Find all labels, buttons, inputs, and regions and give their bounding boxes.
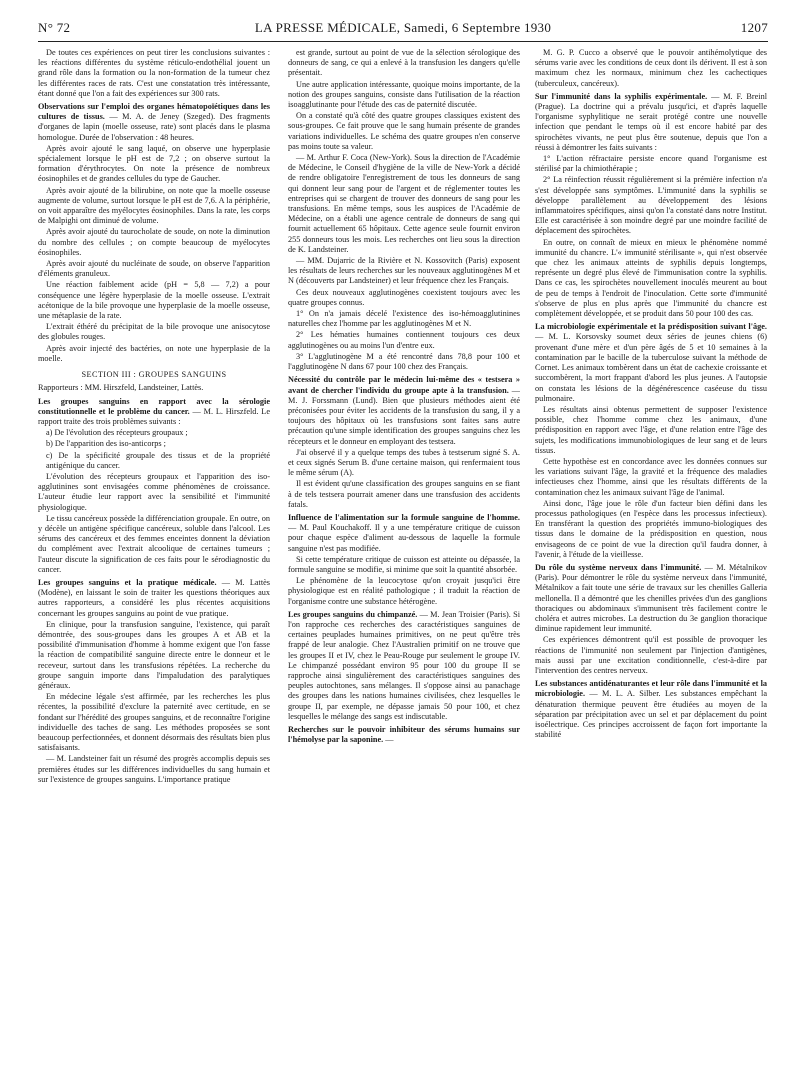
journal-title: LA PRESSE MÉDICALE, Samedi, 6 Septembre 1930 (254, 20, 552, 35)
body-paragraph: Après avoir ajouté du taurocholate de soude, on note la diminution du nombre des cellules ; on compte beaucoup de myélocytes éosinophiles. (38, 227, 270, 257)
article-lead: — (383, 735, 394, 745)
issue-number: N° 72 (38, 20, 71, 35)
body-paragraph: Le phénomène de la leucocytose qu'on croyait jusqu'ici être physiologique est en réalité pathologique ; il traduit la réaction de l'organisme contre une substance hétérogène. (288, 576, 520, 606)
body-paragraph: Cette hypothèse est en concordance avec les données connues sur les variations suivant l'âge, la gravité et la fréquence des maladies infectieuses chez l'homme, ainsi que les résultats différents de la contamination chez les animaux suivant l'âge de l'animal. (535, 456, 767, 497)
body-paragraph: Après avoir injecté des bactéries, on note une hyperplasie de la moelle. (38, 343, 270, 363)
article-title: Les groupes sanguins en rapport avec la sérologie constitutionnelle et le problème du cancer. (38, 396, 270, 416)
list-item: a) De l'évolution des récepteurs groupaux ; (46, 428, 188, 438)
article-lead: — M. L. A. Silber. Les substances empêchant la dénaturation thermique peuvent être étudiées au moyen de la séparation par précipitation avec un sel et par déplacement du point isoélectrique. Ces principes accroissent de façon fort importante la stabilité (535, 689, 767, 740)
body-paragraph: On a constaté qu'à côté des quatre groupes classiques existent des sous-groupes. Ce fait prouve que le sang humain présente de grandes variations individuelles. Le schéma des quatre groupes n'en conserve pas moins toute sa valeur. (288, 111, 520, 151)
page-number: 1207 (740, 20, 768, 35)
body-paragraph: 2° Les hématies humaines contiennent toujours ces deux agglutinogènes ou au moins l'un d'entre eux. (288, 330, 520, 350)
body-paragraph: 3° L'agglutinogène M a été rencontré dans 78,8 pour 100 et l'agglutinogène N dans 67 pour 100 chez des Français. (288, 351, 520, 372)
section-heading: SECTION III : GROUPES SANGUINS (81, 370, 227, 380)
page-header (38, 20, 768, 40)
text-column-3 (535, 48, 767, 1072)
body-paragraph: En clinique, pour la transfusion sanguine, l'existence, qui paraît démontrée, des sous-groupes dans les groupes A et AB et la possibilité d'immunisation d'homme à homme exigent que l'on fasse la réaction de compatibilité sanguine directe entre le donneur et le receveur, surtout dans les transfusions répétées. La recherche du groupe sanguin importe dans l'impaludation des paralytiques généraux. (38, 619, 270, 690)
body-paragraph: — M. Arthur F. Coca (New-York). Sous la direction de l'Académie de Médecine, le Conseil d'hygiène de la ville de New-York a décidé de rendre obligatoire l'enregistrement de tous les donneurs de sang qui donnent leur sang pour de l'argent et de réglementer toutes les entreprises qui se chargent de trouver des donneurs de sang pour les transfusions. En même temps, sous les auspices de l'Académie de Médecine, on a établi une agence centrale de donneurs de sang qui fournit actuellement 65 hôpitaux. Cette agence seule fournit environ 255 donneurs tous les mois. Les recherches ont lieu sous la direction de K. Landsteiner. (288, 153, 520, 254)
body-paragraph: En outre, on connaît de mieux en mieux le phénomène nommé immunité du chancre. L'« immunité stérilisante », qui n'est observée que chez les animaux atteints de syphilis depuis longtemps, représente un degré plus élevé de l'immunisation contre la syphilis. Dans ce cas, les spirochètes nouvellement inoculés meurent au bout de peu de temps à l'endroit de l'inoculation. Cette sorte d'immunité s'observe de plus en plus après que l'immunité du chancre est complètement développée, et se produit dans 50 pour 100 des cas. (535, 237, 767, 319)
header-rule (38, 41, 768, 42)
article-title: Recherches sur le pouvoir inhibiteur des sérums humains sur l'hémolyse par la saponine. (288, 725, 520, 745)
body-paragraph: Une autre application intéressante, quoique moins importante, de la notion des groupes sanguins, consiste dans l'utilisation de la réaction isoagglutinante pour l'étude des cas de paternité discutée. (288, 79, 520, 110)
article-heading-paragraph (288, 725, 520, 745)
body-paragraph: Ces deux nouveaux agglutinogènes coexistent toujours avec les quatre groupes connus. (288, 287, 520, 307)
body-paragraph: Le tissu cancéreux possède la différenciation groupale. En outre, on y décèle un antigène spécifique cancéreux, soluble dans l'alcool. Les sérums des cancéreux et des femmes enceintes donnent la déviation du complément avec l'extrait alcoolique de certaines tumeurs ; l'auteur discute la signification de ces faits pour le sérodiagnostic du cancer. (38, 513, 270, 574)
article-title: Observations sur l'emploi des organes hématopoïétiques dans les cultures de tissus. (38, 102, 270, 122)
article-lead: — M. Lattès (Modène), en laissant le soin de traiter les questions théoriques aux autres rapporteurs, a considéré les plus récentes acquisitions concernant les groupes sanguins au point de vue pratique. (38, 577, 270, 618)
article-lead: — M. A. de Jeney (Szeged). Des fragments d'organes de lapin (moelle osseuse, rate) sont placés dans le plasma homologue. Durée de l'observation : 48 heures. (38, 112, 270, 142)
body-paragraph: Les résultats ainsi obtenus permettent de supposer l'existence possible, chez l'homme comme chez les animaux, d'une prédisposition en rapport avec l'âge, et d'une relation entre l'âge des sujets, les modifications immunobiologiques de leur sang et de leurs tissus. (535, 404, 767, 455)
article-lead: — M. J. Forssmann (Lund). Bien que plusieurs méthodes aient été préconisées pour éviter les accidents de la transfusion du sang, il y a toujours des hôpitaux où les transfusions sont faites sans autre précaution qu'une simple identification des groupes sanguins chez les récepteurs et le donneur en employant des testsera. (288, 385, 520, 446)
body-paragraph: — MM. Dujarric de la Rivière et N. Kossovitch (Paris) exposent les résultats de leurs recherches sur les nouveaux agglutinogènes M et N (découverts par Landsteiner) et leur fréquence chez les Français. (288, 256, 520, 286)
article-lead: — M. Paul Kouchakoff. Il y a une température critique de cuisson pour chaque espèce d'aliment au-dessous de laquelle la formule sanguine n'est pas modifiée. (288, 523, 520, 553)
body-paragraph: Après avoir ajouté le sang laqué, on observe une hyperplasie spécialement lorsque le pH est de 7,2 ; on observe surtout la formation d'érythrocytes. On note la présence de nombreux éosinophiles et de grandes cellules du type de Gaucher. (38, 143, 270, 184)
article-heading-paragraph (38, 397, 270, 428)
body-paragraph: J'ai observé il y a quelque temps des tubes à testserum signé S. A. et ceux signés Serum B. d'une certaine maison, qui renfermaient tous le même sérum (A). (288, 447, 520, 478)
body-paragraph: En médecine légale s'est affirmée, par les recherches les plus récentes, la possibilité d'exclure la paternité avec certitude, en se fondant sur l'hérédité des groupes sanguins, et de reconnaître l'origine individuelle des taches de sang. Les méthodes proposées se sont beaucoup perfectionnées, et donnent désormais des résultats bien plus satisfaisants. (38, 692, 270, 753)
article-heading-paragraph (535, 92, 767, 153)
article-heading-paragraph (288, 513, 520, 554)
body-paragraph: — M. Landsteiner fait un résumé des progrès accomplis depuis ses premières études sur les différences individuelles du sang humain et sur l'existence de groupes sanguins. L'importance pratique (38, 754, 270, 784)
body-paragraph: Une réaction faiblement acide (pH = 5,8 — 7,2) a pour conséquence une légère hyperplasie de la moelle osseuse. L'extrait acétonique de la bile provoque une hyperplasie de la moelle osseuse, une métaplasie de la rate. (38, 280, 270, 321)
body-paragraph: Après avoir ajouté de la bilirubine, on note que la moelle osseuse augmente de volume, surtout lorsque le pH est de 7,6. A la périphérie, on voit apparaître des myélocytes éosinophiles. Dans la rate, les corps de Malpighi ont diminué de volume. (38, 185, 270, 226)
body-paragraph: Ces expériences démontrent qu'il est possible de provoquer les réactions de l'immunité non seulement par l'injection d'antigènes, mais aussi par une excitation conditionnelle, c'est-à-dire par l'intervention des centres nerveux. (535, 635, 767, 675)
article-lead: — M. L. Hirszfeld. Le rapport traite des trois problèmes suivants : (38, 406, 270, 426)
article-title: Sur l'immunité dans la syphilis expérimentale. (535, 91, 708, 101)
article-heading-paragraph (535, 563, 767, 634)
article-title: Les substances antidénaturantes et leur rôle dans l'immunité et la microbiologie. (535, 679, 767, 699)
body-paragraph: est grande, surtout au point de vue de la sélection sérologique des donneurs de sang, ce qui a enlevé à la transfusion les dangers qu'elle présentait. (288, 48, 520, 78)
article-title: Influence de l'alimentation sur la formule sanguine de l'homme. (288, 512, 520, 522)
body-paragraph: 1° L'action réfractaire persiste encore quand l'organisme est stérilisé par la chimiothérapie ; (535, 154, 767, 174)
body-paragraph: Si cette température critique de cuisson est atteinte ou dépassée, la formule sanguine se modifie, si minime que soit la quantité absorbée. (288, 554, 520, 574)
article-heading-paragraph (288, 375, 520, 446)
body-paragraph: Ainsi donc, l'âge joue le rôle d'un facteur bien défini dans les processus pathologiques (en l'espèce dans les processus infectieux). En transférant la question des propriétés immuno-biologiques des tissus dans le domaine de la prédisposition en question, nous envisageons de ce point de vue la direction qu'il faudra donner, à l'avenir, à l'étude de la vieillesse. (535, 498, 767, 559)
body-paragraph: M. G. P. Cucco a observé que le pouvoir antihémolytique des sérums varie avec les conditions de ceux dont ils dérivent. Il est à son maximum chez les normaux, minimum chez les cachectiques (tuberculeux, cancéreux). (535, 48, 767, 88)
article-title: La microbiologie expérimentale et la prédisposition suivant l'âge. (535, 322, 767, 332)
body-paragraph: L'extrait éthéré du précipitat de la bile provoque une anisocytose des globules rouges. (38, 322, 270, 342)
article-heading-paragraph (535, 679, 767, 740)
body-paragraph: Il est évident qu'une classification des groupes sanguins en se fiant à de tels testsera pourrait amener dans une transfusion des accidents fatals. (288, 479, 520, 509)
article-heading-paragraph (38, 102, 270, 143)
body-paragraph: 2° La réinfection réussit régulièrement si la prémière infection n'a s'est développée sans symptômes. L'immunité dans la syphilis se développe parallèlement au développement des lésions inflammatoires spécifiques, ainsi qu'on l'a constaté dans notre Institut. Elle est caractérisée à son moindre degré par une moindre facilité de déplacement des spirochètes. (535, 175, 767, 236)
article-title: Les groupes sanguins du chimpanzé. (288, 609, 418, 619)
article-title: Du rôle du système nerveux dans l'immunité. (535, 562, 702, 572)
article-title: Nécessité du contrôle par le médecin lui-même des « testsera » avant de chercher l'individu du groupe apte à la transfusion. (288, 375, 520, 395)
body-paragraph: L'évolution des récepteurs groupaux et l'apparition des iso-agglutinines sont envisagées comme phénomènes de croissance. L'auteur étudie leur rapport avec la sensibilité et l'immunité physiologique. (38, 471, 270, 512)
article-heading-paragraph (288, 610, 520, 722)
list-item: b) De l'apparition des iso-anticorps ; (46, 439, 166, 449)
article-lead: — M. Jean Troisier (Paris). Si l'on rapproche ces recherches des caractéristiques sanguines de certaines peuplades humaines primitives, on ne peut qu'être très frappé de leur analogie. Chez l'Australien primitif on ne trouve que les groupes II et IV, chez le Peau-Rouge pur seulement le groupe IV. Le chimpanzé possédant environ 95 pour 100 du groupe II se rapproche ainsi singulièrement des caractéristiques sanguines des peuples autochtones, sans mélanges. Il s'oppose ainsi au panachage des groupes dans les nations humaines civilisées, chez lesquelles le groupe II, par exemple, ne dépasse jamais 50 pour 100, et chez lesquelles le mélange des sangs est indiscutable. (288, 609, 520, 721)
article-lead: — M. Métalnikov (Paris). Pour démontrer le rôle du système nerveux dans l'immunité, Métalnikov a fait toute une série de travaux sur les chenilles Galleria mellonella. Il a démontré que les chenilles privées d'un des ganglions thoraciques ou abdominaux s'immunisent très facilement contre le choléra et autres microbes. La destruction du 3e ganglion thoracique diminue rapidement leur immunité. (535, 562, 767, 634)
list-item: c) De la spécificité groupale des tissus et de la propriété antigénique du cancer. (46, 450, 270, 470)
article-heading-paragraph (38, 578, 270, 619)
text-column-1 (38, 48, 270, 1072)
article-title: Les groupes sanguins et la pratique médicale. (38, 577, 217, 587)
article-lead: — M. L. Korsovsky soumet deux séries de jeunes chiens (6) provenant d'une mère et d'un père âgés de 5 et 10 semaines à la contamination par le bacille de la tuberculose suivant la méthode de Cornet. Les animaux tombèrent dans un état de cachexie croissante et succombèrent, la mort frappant d'abord les plus jeunes. A l'autopsie on constata les lésions de la dégénérescence caséeuse du tissu pulmonaire. (535, 332, 767, 403)
article-lead: — M. F. Breinl (Prague). La doctrine qui a prévalu jusqu'ici, et d'après laquelle l'organisme syphylitique ne serait protégé contre une nouvelle infection que pendant le temps où il est encore habité par des spirochètes vivants, ne peut plus être soutenue, depuis que l'on a réussi à démontrer les faits suivants : (535, 91, 767, 152)
body-paragraph: De toutes ces expériences on peut tirer les conclusions suivantes : les réactions différentes du système réticulo-endothélial jouent un grand rôle dans la formation ou la non-formation de la tumeur chez les différentes races de rats. C'est une constatation très intéressante, étant donné que l'on a fait des expériences sur 300 rats. (38, 48, 270, 98)
body-paragraph: Après avoir ajouté du nucléinate de soude, on observe l'apparition d'éléments granuleux. (38, 259, 270, 279)
text-column-2 (288, 48, 520, 1072)
article-heading-paragraph (535, 322, 767, 404)
section-rapporteurs: Rapporteurs : MM. Hirszfeld, Landsteiner, Lattès. (38, 383, 204, 393)
body-paragraph: 1° On n'a jamais décelé l'existence des iso-hémoagglutinines naturelles chez l'homme par les agglutinogènes M et N. (288, 309, 520, 329)
